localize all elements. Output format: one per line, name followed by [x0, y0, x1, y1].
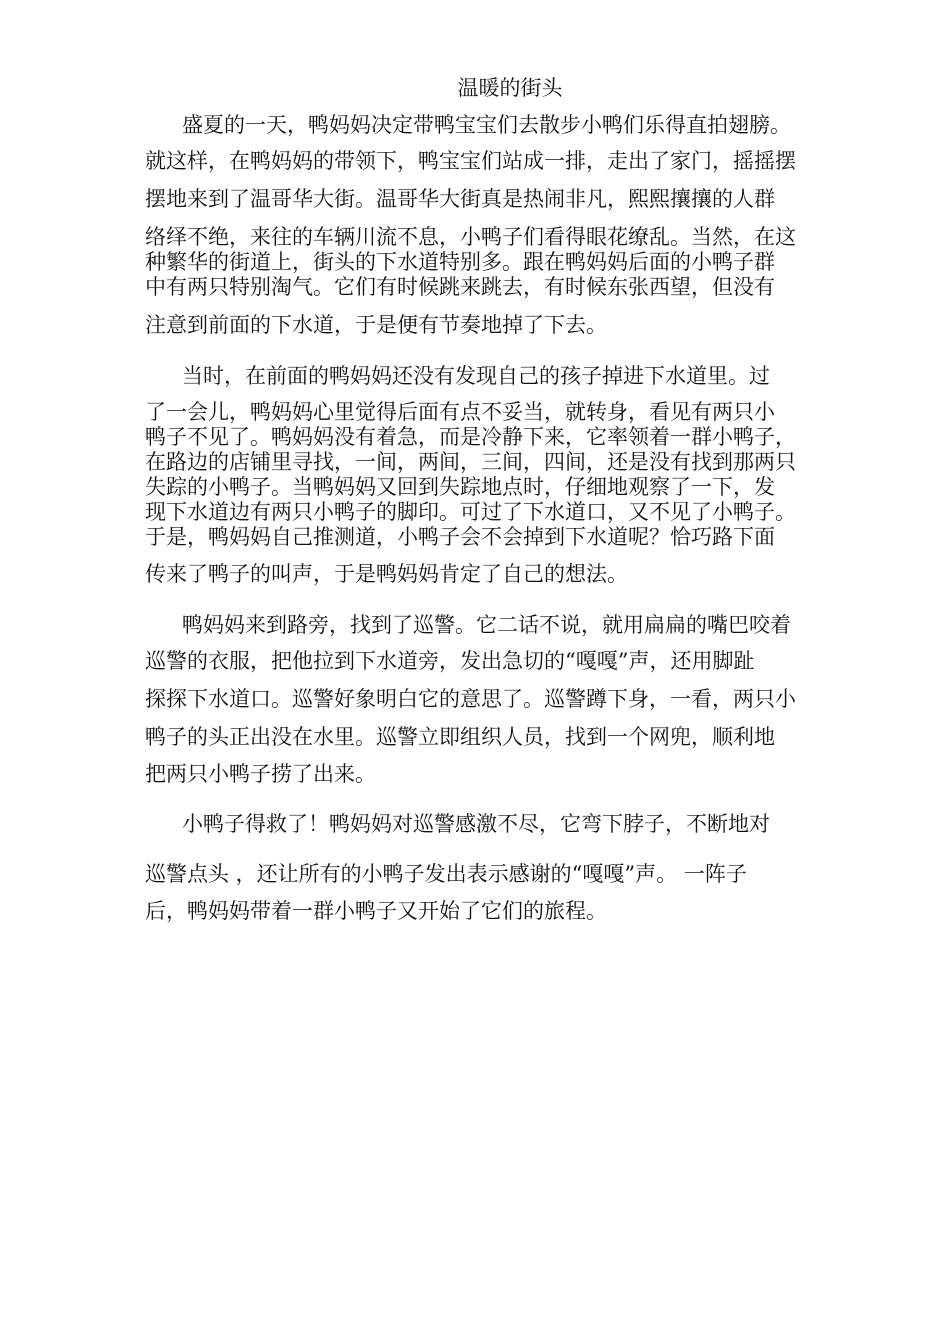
text-line: 摆地来到了温哥华大街。温哥华大街真是热闹非凡，熙熙攘攘的人群: [145, 187, 775, 211]
text-line: 盛夏的一天，鸭妈妈决定带鸭宝宝们去散步小鸭们乐得直拍翅膀。: [182, 113, 791, 137]
text-line: 注意到前面的下水道，于是便有节奏地掉了下去。: [145, 313, 607, 337]
text-line: 巡警的衣服，把他拉到下水道旁，发出急切的“嘎嘎”声，还用脚趾: [145, 649, 755, 673]
text-line: 小鸭子得救了！鸭妈妈对巡警感激不尽，它弯下脖子，不断地对: [182, 812, 770, 836]
text-line: 传来了鸭子的叫声，于是鸭妈妈肯定了自己的想法。: [145, 562, 628, 586]
text-line: 巡警点头 ，还让所有的小鸭子发出表示感谢的“嘎嘎”声。 一阵子: [145, 862, 747, 886]
text-line: 当时，在前面的鸭妈妈还没有发现自己的孩子掉进下水道里。过: [182, 364, 770, 388]
text-line: 种繁华的街道上，街头的下水道特别多。跟在鸭妈妈后面的小鸭子群: [145, 250, 775, 274]
text-line: 中有两只特别淘气。它们有时候跳来跳去，有时候东张西望，但没有: [145, 275, 775, 299]
text-line: 把两只小鸭子捞了出来。: [145, 762, 376, 786]
text-line: 探探下水道口。巡警好象明白它的意思了。巡警蹲下身，一看，两只小: [145, 687, 796, 711]
text-line: 在路边的店铺里寻找，一间，两间，三间，四间，还是没有找到那两只: [145, 450, 796, 474]
text-line: 于是，鸭妈妈自己推测道，小鸭子会不会掉到下水道呢？恰巧路下面: [145, 525, 775, 549]
text-line: 鸭妈妈来到路旁，找到了巡警。它二话不说，就用扁扁的嘴巴咬着: [182, 613, 791, 637]
text-line: 现下水道边有两只小鸭子的脚印。可过了下水道口，又不见了小鸭子。: [145, 500, 796, 524]
document-title: 温暖的街头: [457, 76, 563, 100]
text-line: 就这样，在鸭妈妈的带领下，鸭宝宝们站成一排，走出了家门，摇摇摆: [145, 149, 796, 173]
text-line: 失踪的小鸭子。当鸭妈妈又回到失踪地点时，仔细地观察了一下，发: [145, 475, 775, 499]
text-line: 后，鸭妈妈带着一群小鸭子又开始了它们的旅程。: [145, 899, 607, 923]
text-line: 鸭子不见了。鸭妈妈没有着急，而是冷静下来，它率领着一群小鸭子，: [145, 425, 796, 449]
text-line: 了一会儿，鸭妈妈心里觉得后面有点不妥当，就转身，看见有两只小: [145, 400, 775, 424]
text-line: 鸭子的头正出没在水里。巡警立即组织人员，找到一个网兜，顺利地: [145, 725, 775, 749]
text-line: 络绎不绝，来往的车辆川流不息，小鸭子们看得眼花缭乱。当然，在这: [145, 225, 796, 249]
